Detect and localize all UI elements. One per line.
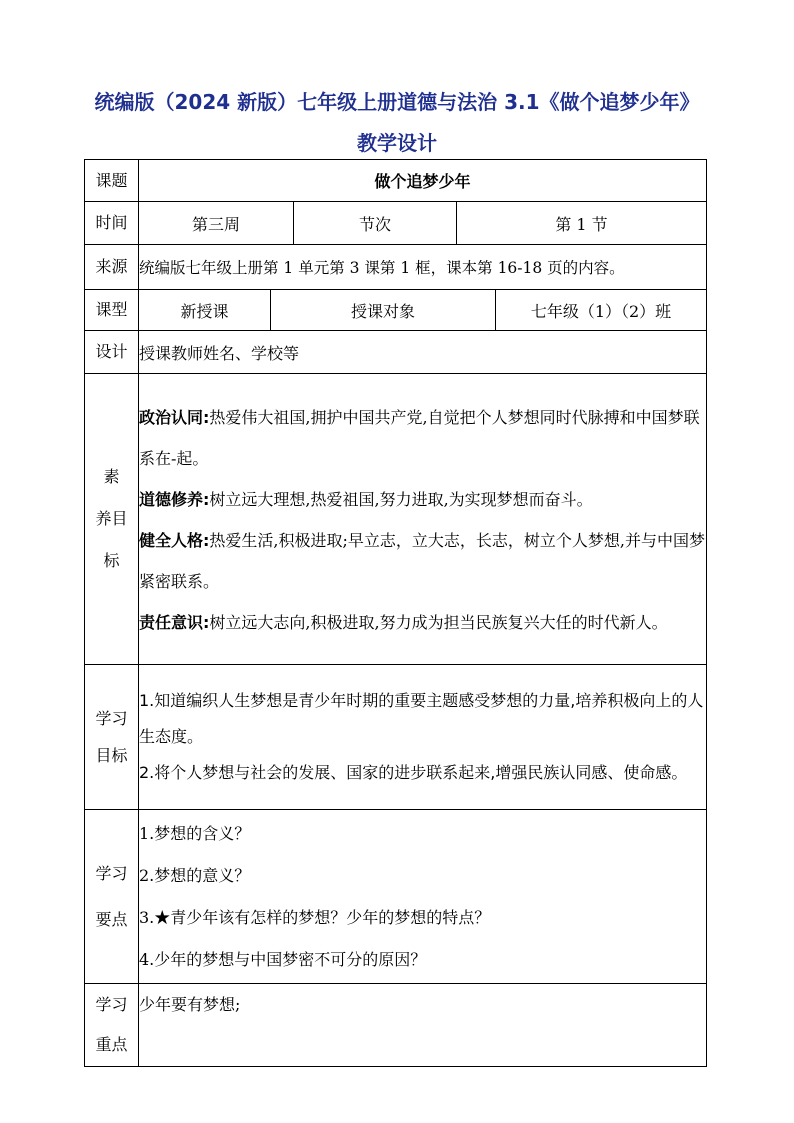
- keypoint-item: 1.梦想的含义？: [139, 823, 251, 843]
- objective-item: 2.将个人梦想与社会的发展、国家的进步联系起来,增强民族认同感、使命感。: [139, 763, 688, 782]
- keypoint-item: 2.梦想的意义？: [139, 865, 251, 885]
- label-design: 设计: [85, 331, 139, 374]
- label-objectives: [85, 665, 139, 810]
- focus-value: 少年要有梦想;: [139, 984, 707, 1067]
- type-audience-label: 授课对象: [271, 290, 496, 330]
- row-focus: [85, 984, 707, 1067]
- type-audience: 七年级（1）（2）班: [496, 290, 707, 330]
- literacy-text: 热爱伟大祖国,拥护中国共产党,自觉把个人梦想同时代脉搏和中国梦联系在-起。: [139, 408, 700, 468]
- keypoints-content: [139, 810, 707, 984]
- label-source: 来源: [85, 245, 139, 290]
- literacy-text: 热爱生活,积极进取;早立志，立大志，长志，树立个人梦想,并与中国梦紧密联系。: [139, 531, 705, 591]
- row-objectives: [85, 665, 707, 810]
- literacy-key: 政治认同:: [139, 408, 210, 427]
- label-literacy-line: 素: [103, 467, 120, 486]
- label-time: 时间: [85, 202, 139, 245]
- keypoint-item: 3.★青少年该有怎样的梦想？少年的梦想的特点？: [139, 907, 491, 927]
- literacy-item: [139, 520, 706, 602]
- row-literacy: [85, 374, 707, 665]
- label-objectives-line: 学习: [95, 709, 128, 728]
- literacy-text: 树立远大理想,热爱祖国,努力进取,为实现梦想而奋斗。: [209, 490, 593, 509]
- row-topic: [85, 160, 707, 202]
- literacy-content: [139, 374, 707, 665]
- time-period: 第 1 节: [457, 202, 707, 244]
- literacy-key: 道德修养:: [139, 490, 210, 509]
- row-type: [85, 290, 707, 331]
- time-week: 第三周: [191, 214, 240, 234]
- literacy-item: [139, 602, 706, 643]
- literacy-item: [139, 479, 706, 520]
- time-period-label: 节次: [294, 202, 457, 244]
- design-value: 授课教师姓名、学校等: [139, 331, 707, 374]
- type-value: 新授课: [180, 301, 229, 321]
- label-keypoints-line: 学习: [95, 863, 128, 883]
- document-title: 统编版（2024 新版）七年级上册道德与法治 3.1《做个追梦少年》: [94, 90, 700, 114]
- source-value: 统编版七年级上册第 1 单元第 3 课第 1 框，课本第 16-18 页的内容。: [139, 245, 707, 290]
- keypoint-item: 4.少年的梦想与中国梦密不可分的原因？: [139, 949, 427, 969]
- label-literacy-line: 标: [103, 551, 120, 570]
- label-literacy: [85, 374, 139, 665]
- label-type: 课型: [85, 290, 139, 331]
- row-source: [85, 245, 707, 290]
- topic-value: 做个追梦少年: [139, 160, 707, 202]
- label-focus-line: 重点: [95, 1035, 128, 1054]
- label-literacy-line: 养目: [95, 509, 128, 528]
- row-keypoints: [85, 810, 707, 984]
- objective-item: 1.知道编织人生梦想是青少年时期的重要主题感受梦想的力量,培养积极向上的人生态度。: [139, 691, 704, 746]
- literacy-key: 责任意识:: [139, 613, 210, 632]
- label-topic: 课题: [85, 160, 139, 202]
- label-keypoints-line: 要点: [95, 909, 128, 929]
- lesson-plan-table: [84, 159, 707, 1067]
- row-design: [85, 331, 707, 374]
- objectives-content: [139, 665, 707, 810]
- label-focus-line: 学习: [95, 995, 128, 1014]
- label-keypoints: [85, 810, 139, 984]
- document-subtitle: 教学设计: [357, 131, 437, 155]
- literacy-item: [139, 397, 706, 479]
- label-objectives-line: 目标: [95, 746, 128, 765]
- literacy-key: 健全人格:: [139, 531, 210, 550]
- label-focus: [85, 984, 139, 1067]
- literacy-text: 树立远大志向,积极进取,努力成为担当民族复兴大任的时代新人。: [209, 613, 668, 632]
- row-time: [85, 202, 707, 245]
